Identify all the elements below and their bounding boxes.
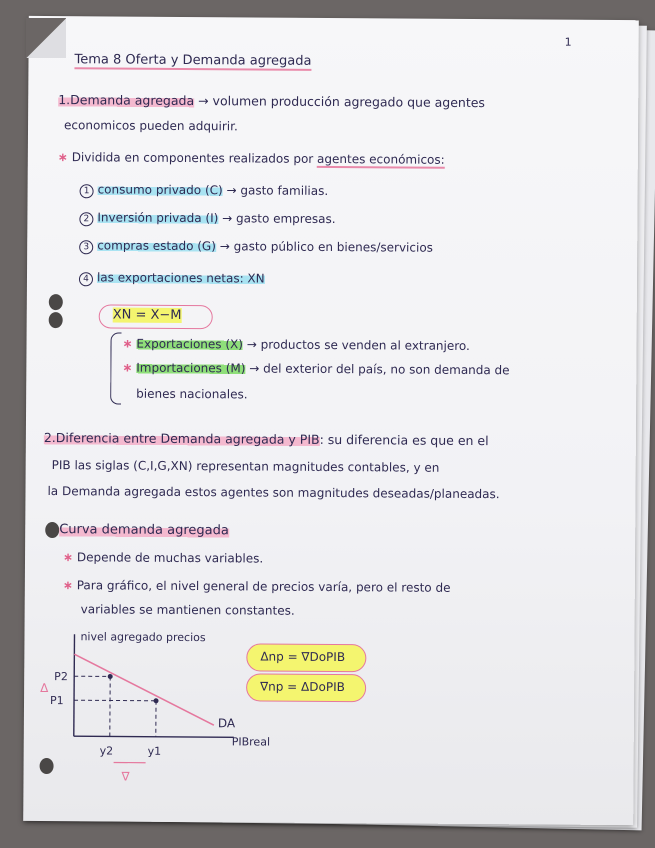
component-label: las exportaciones netas: XN <box>96 270 265 286</box>
xn-item-label: Importaciones (M) <box>136 360 246 376</box>
y2-label: y2 <box>99 744 114 758</box>
component-item <box>79 238 433 256</box>
page-fold-corner <box>26 18 66 58</box>
section1-arrow-text: → volumen producción agregado que agentes <box>198 93 486 111</box>
curve-label: DA <box>217 716 236 731</box>
component-label: compras estado (G) <box>97 238 216 254</box>
component-number: 2 <box>79 212 93 226</box>
punch-hole <box>49 294 63 310</box>
section3-bullet-cont: variables se mantienen constantes. <box>80 602 295 618</box>
component-label: consumo privado (C) <box>97 182 223 198</box>
component-label: Inversión privada (I) <box>97 210 219 226</box>
y-axis-label: nivel agregado precios <box>80 630 206 645</box>
section2-line1-rest: : su diferencia es que en el <box>319 431 489 449</box>
component-desc: → gasto empresas. <box>222 211 336 227</box>
section3-bullet-text: Para gráfico, el nivel general de precios varía, pero el resto de <box>76 578 451 595</box>
point-p2 <box>108 674 113 679</box>
page-number: 1 <box>564 35 572 49</box>
section2-line1 <box>44 430 489 448</box>
bracket <box>110 332 122 404</box>
xn-item-desc: → del exterior del país, no son demanda de <box>249 361 510 378</box>
xn-tail: bienes nacionales. <box>136 386 248 402</box>
component-item <box>79 210 335 228</box>
section3-bullet: ∗ Para gráfico, el nivel general de precios varía, pero el resto de <box>62 578 451 595</box>
section3-heading-text: Curva demanda agregada <box>59 522 229 539</box>
y-axis <box>74 634 75 736</box>
xn-item: ∗ Importaciones (M) → del exterior del país, no son demanda de <box>122 360 510 378</box>
y1-label: y1 <box>147 744 162 758</box>
xn-item: ∗ Exportaciones (X) → productos se venden al extranjero. <box>122 336 470 353</box>
component-item <box>80 182 329 200</box>
equation: Δnp = ∇DoPIB <box>260 649 346 665</box>
x-axis <box>74 736 234 737</box>
section2-line3: la Demanda agregada estos agentes son magnitudes deseadas/planeadas. <box>47 484 500 502</box>
p1-guide <box>74 700 156 701</box>
xn-item-label: Exportaciones (X) <box>136 336 244 352</box>
point-p1 <box>154 698 159 703</box>
section3-heading <box>59 522 229 538</box>
x-axis-label: PIBreal <box>231 735 271 749</box>
punch-hole <box>49 312 63 328</box>
xn-formula-text: XN = X−M <box>112 307 182 323</box>
component-desc: → gasto público en bienes/servicios <box>219 239 433 255</box>
page-title: Tema 8 Oferta y Demanda agregada <box>74 52 312 69</box>
component-item <box>79 270 265 287</box>
xn-item-desc: → productos se venden al extranjero. <box>246 337 470 353</box>
section1-line1 <box>58 92 485 110</box>
component-number: 1 <box>80 184 94 198</box>
xn-formula <box>113 307 182 322</box>
notebook-page <box>23 16 639 825</box>
delta-bottom: ∇ <box>121 769 130 784</box>
divided-prefix: Dividida en componentes realizados por <box>71 150 314 166</box>
component-number: 4 <box>79 272 93 286</box>
divided-highlight: agentes económicos: <box>317 151 445 167</box>
punch-hole <box>45 522 59 538</box>
equation: ∇np = ΔDoPIB <box>260 679 345 695</box>
section2-heading: 2.Diferencia entre Demanda agregada y PIB <box>43 429 320 447</box>
divided-line: ∗ Dividida en componentes realizados por agentes económicos: <box>57 150 445 167</box>
p2-label: P2 <box>54 670 68 684</box>
section2-line2: PIB las siglas (C,I,G,XN) representan magnitudes contables, y en <box>51 458 440 475</box>
delta-left: Δ <box>40 680 49 696</box>
section1-heading: 1.Demanda agregada <box>58 92 195 109</box>
demand-curve <box>74 654 214 725</box>
component-desc: → gasto familias. <box>226 183 329 198</box>
section3-bullet: ∗ Depende de muchas variables. <box>62 550 264 566</box>
section3-bullet-text: Depende de muchas variables. <box>76 550 264 566</box>
component-number: 3 <box>79 240 93 254</box>
p1-label: P1 <box>49 694 64 708</box>
section1-line2: economicos pueden adquirir. <box>64 118 238 134</box>
